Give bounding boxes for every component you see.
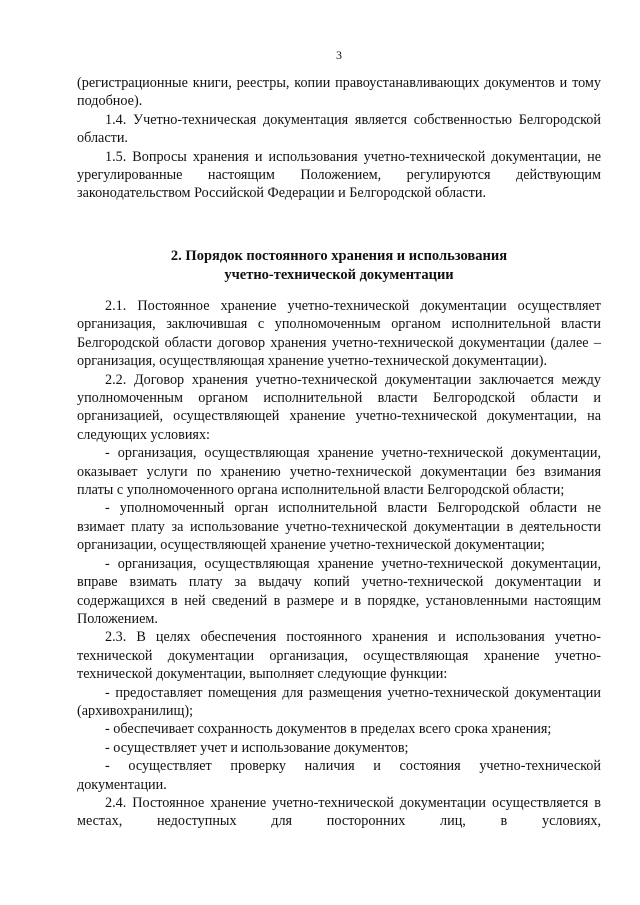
- paragraph-2-3: 2.3. В целях обеспечения постоянного хранения и использования учетно-технической документации организация, осуществляющая хранение учетно-технической документации, выполняет следующие функции:: [77, 629, 601, 683]
- paragraph-1-4: 1.4. Учетно-техническая документация является собственностью Белгородской области.: [77, 111, 601, 147]
- list-item: - организация, осуществляющая хранение учетно-технической документации, вправе взимать плату за выдачу копий учетно-технической документации и содержащихся в ней сведений в размере и в порядке, установленными настоящим Положением.: [77, 555, 601, 627]
- section-2-heading: [77, 247, 601, 285]
- section-2-title-line-2: учетно-технической документации: [224, 267, 454, 283]
- section-2-body: [77, 297, 601, 831]
- list-item: - осуществляет учет и использование документов;: [105, 739, 409, 756]
- list-item: - обеспечивает сохранность документов в пределах всего срока хранения;: [105, 721, 552, 738]
- section-2-title-line-1: 2. Порядок постоянного хранения и использования: [170, 248, 508, 264]
- list-item: - организация, осуществляющая хранение учетно-технической документации, оказывает услуги по хранению учетно-технической документации без взимания платы с уполномоченного органа исполнительной власти Белгородской области;: [77, 445, 601, 499]
- list-item: - осуществляет проверку наличия и состояния учетно-технической документации.: [77, 758, 601, 793]
- list-item: - уполномоченный орган исполнительной власти Белгородской области не взимает плату за использование учетно-технической документации в деятельности организации, осуществляющей хранение учетно-технической документации;: [77, 500, 601, 554]
- intro-paragraph-continued: [77, 74, 601, 203]
- paragraph-2-1: 2.1. Постоянное хранение учетно-технической документации осуществляет организация, заключившая с уполномоченным органом исполнительной власти Белгородской области договор хранения учетно-технической документации (далее – организация, осуществляющая хранение учетно-технической документации).: [77, 298, 601, 370]
- paragraph-2-2: 2.2. Договор хранения учетно-технической документации заключается между уполномоченным органом исполнительной власти Белгородской области и организацией, осуществляющей хранение учетно-технической документации, на следующих условиях:: [77, 371, 601, 443]
- page-number: 3: [336, 48, 342, 62]
- list-item: - предоставляет помещения для размещения учетно-технической документации (архивохранилищ);: [77, 684, 601, 719]
- paragraph-1-3-tail: (регистрационные книги, реестры, копии правоустанавливающих документов и тому подобное).: [77, 75, 601, 110]
- paragraph-1-5: 1.5. Вопросы хранения и использования учетно-технической документации, не урегулированные настоящим Положением, регулируются действующим законодательством Российской Федерации и Белгородской области.: [77, 148, 601, 202]
- paragraph-2-4: 2.4. Постоянное хранение учетно-технической документации осуществляется в местах, недоступных для посторонних лиц, в условиях,: [77, 794, 601, 830]
